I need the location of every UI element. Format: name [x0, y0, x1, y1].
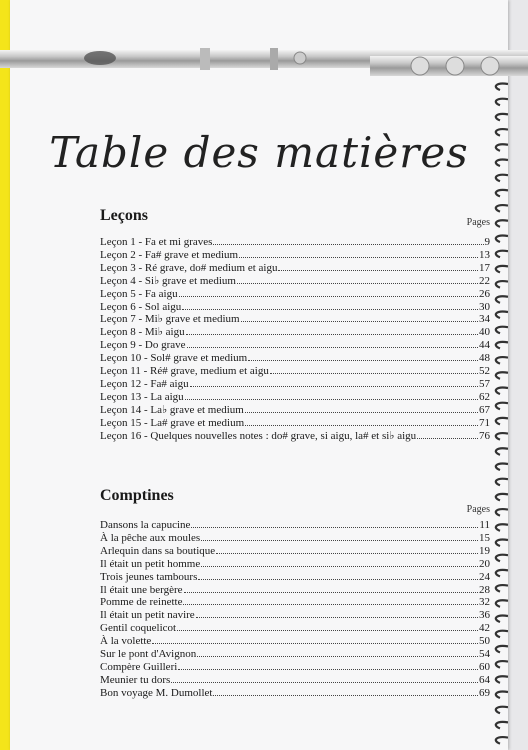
toc-entry-page: 62	[479, 390, 490, 403]
spiral-ring	[496, 312, 508, 318]
toc-entry-title: Il était un petit homme	[100, 557, 201, 570]
leader-dots	[183, 604, 478, 605]
toc-entry-title: Leçon 4 - Si♭ grave et medium	[100, 274, 236, 287]
spiral-ring	[496, 631, 508, 637]
toc-entry-page: 54	[479, 648, 490, 661]
toc-entry	[100, 596, 490, 609]
toc-entry	[100, 365, 490, 378]
toc-entry-title: Leçon 12 - Fa# aigu	[100, 377, 189, 390]
toc-entry	[100, 519, 490, 532]
spiral-ring	[496, 99, 508, 105]
leader-dots	[197, 656, 478, 657]
toc-entry-page: 32	[479, 596, 490, 609]
toc-entry	[100, 430, 490, 443]
toc-entry	[100, 545, 490, 558]
lecons-list	[100, 236, 490, 443]
spiral-ring	[496, 220, 508, 226]
toc-entry	[100, 558, 490, 571]
toc-entry-title: Leçon 8 - Mi♭ aigu	[100, 326, 185, 339]
toc-entry	[100, 584, 490, 597]
spiral-ring	[496, 190, 508, 196]
toc-entry-title: Leçon 7 - Mi♭ grave et medium	[100, 313, 240, 326]
spiral-ring	[496, 418, 508, 424]
toc-entry	[100, 352, 490, 365]
spiral-ring	[496, 661, 508, 667]
toc-entry-page: 64	[479, 673, 490, 686]
spiral-ring	[496, 464, 508, 470]
leader-dots	[152, 643, 478, 644]
toc-entry-title: Il était un petit navire	[100, 609, 195, 622]
page-title: Table des matières	[49, 128, 469, 177]
toc-entry-page: 42	[479, 622, 490, 635]
toc-entry-title: Leçon 10 - Sol# grave et medium	[100, 352, 248, 365]
spiral-ring	[496, 236, 508, 242]
toc-entry-page: 24	[479, 570, 490, 583]
leader-dots	[417, 438, 478, 439]
toc-entry-title: Leçon 3 - Ré grave, do# medium et aigu	[100, 261, 278, 274]
spiral-ring	[496, 205, 508, 211]
toc-entry-title: Gentil coquelicot	[100, 622, 177, 635]
leader-dots	[198, 579, 478, 580]
spiral-ring	[496, 509, 508, 515]
pages-label: Pages	[466, 504, 490, 515]
lecons-section	[100, 207, 490, 443]
toc-entry-page: 28	[479, 583, 490, 596]
flute-image	[0, 36, 528, 96]
comptines-heading: Comptines	[100, 487, 174, 504]
comptines-section	[100, 487, 490, 700]
spiral-ring	[496, 296, 508, 302]
spiral-ring	[496, 114, 508, 120]
toc-entry-title: Meunier tu dors	[100, 673, 171, 686]
leader-dots	[213, 695, 478, 696]
toc-entry-page: 19	[479, 544, 490, 557]
leader-dots	[171, 682, 478, 683]
spiral-ring	[496, 646, 508, 652]
toc-entry	[100, 378, 490, 391]
leader-dots	[245, 412, 478, 413]
spiral-ring	[496, 524, 508, 530]
toc-entry-title: Pomme de reinette	[100, 596, 183, 609]
leader-dots	[201, 566, 478, 567]
toc-entry-page: 40	[479, 326, 490, 339]
spiral-ring	[496, 570, 508, 576]
spiral-ring	[496, 403, 508, 409]
toc-entry-page: 36	[479, 609, 490, 622]
toc-entry-page: 20	[479, 557, 490, 570]
toc-entry	[100, 417, 490, 430]
leader-dots	[237, 283, 478, 284]
book-page	[10, 0, 508, 750]
toc-entry	[100, 326, 490, 339]
toc-entry	[100, 391, 490, 404]
toc-entry-page: 50	[479, 635, 490, 648]
toc-entry-title: Arlequin dans sa boutique	[100, 544, 216, 557]
leader-dots	[241, 321, 478, 322]
spiral-ring	[496, 281, 508, 287]
toc-entry-page: 30	[479, 300, 490, 313]
leader-dots	[245, 425, 478, 426]
leader-dots	[213, 244, 483, 245]
toc-entry	[100, 635, 490, 648]
spiral-ring	[496, 342, 508, 348]
spiral-ring	[496, 616, 508, 622]
toc-entry-title: À la pêche aux moules	[100, 531, 201, 544]
toc-entry-page: 48	[479, 352, 490, 365]
toc-entry	[100, 275, 490, 288]
toc-entry-title: Bon voyage M. Dumollet	[100, 686, 213, 699]
spiral-ring	[496, 388, 508, 394]
spiral-ring	[496, 600, 508, 606]
toc-entry-title: Leçon 11 - Ré# grave, medium et aigu	[100, 365, 269, 378]
leader-dots	[179, 296, 478, 297]
leader-dots	[186, 334, 478, 335]
pages-label: Pages	[466, 217, 490, 228]
spiral-ring	[496, 479, 508, 485]
toc-entry	[100, 571, 490, 584]
toc-entry	[100, 249, 490, 262]
toc-entry	[100, 288, 490, 301]
spiral-ring	[496, 555, 508, 561]
spiral-ring	[496, 585, 508, 591]
spiral-ring	[496, 540, 508, 546]
leader-dots	[185, 399, 478, 400]
toc-entry-page: 67	[479, 403, 490, 416]
spiral-ring	[496, 707, 508, 713]
leader-dots	[196, 617, 478, 618]
toc-entry-page: 76	[479, 429, 490, 442]
leader-dots	[201, 540, 478, 541]
toc-entry-page: 34	[479, 313, 490, 326]
toc-entry	[100, 313, 490, 326]
toc-entry	[100, 687, 490, 700]
toc-entry-page: 13	[479, 248, 490, 261]
spiral-ring	[496, 433, 508, 439]
toc-entry-title: Leçon 5 - Fa aigu	[100, 287, 178, 300]
toc-entry	[100, 661, 490, 674]
toc-entry-title: Compère Guilleri	[100, 660, 178, 673]
toc-entry-title: Leçon 13 - La aigu	[100, 390, 184, 403]
leader-dots	[177, 630, 478, 631]
toc-entry	[100, 301, 490, 314]
leader-dots	[278, 270, 478, 271]
toc-entry-page: 11	[479, 519, 490, 531]
toc-entry-page: 9	[484, 236, 490, 248]
spiral-ring	[496, 494, 508, 500]
toc-entry-page: 44	[479, 339, 490, 352]
spiral-ring	[496, 327, 508, 333]
toc-entry	[100, 648, 490, 661]
spiral-ring	[496, 372, 508, 378]
toc-entry	[100, 622, 490, 635]
toc-entry-title: Leçon 6 - Sol aigu	[100, 300, 182, 313]
spiral-ring	[496, 357, 508, 363]
toc-entry-title: Sur le pont d'Avignon	[100, 648, 197, 661]
leader-dots	[270, 373, 478, 374]
spiral-ring	[496, 676, 508, 682]
toc-entry-title: Leçon 2 - Fa# grave et medium	[100, 248, 239, 261]
toc-entry	[100, 339, 490, 352]
toc-entry-title: Leçon 9 - Do grave	[100, 339, 186, 352]
toc-entry	[100, 262, 490, 275]
toc-entry-page: 26	[479, 287, 490, 300]
toc-entry-page: 60	[479, 660, 490, 673]
leader-dots	[239, 257, 478, 258]
toc-entry-page: 69	[479, 686, 490, 699]
leader-dots	[187, 347, 478, 348]
toc-entry	[100, 236, 490, 249]
lecons-heading: Leçons	[100, 207, 148, 224]
comptines-list	[100, 519, 490, 700]
spiral-ring	[496, 251, 508, 257]
toc-entry	[100, 674, 490, 687]
toc-entry-page: 71	[479, 416, 490, 429]
leader-dots	[178, 669, 478, 670]
leader-dots	[190, 386, 478, 387]
leader-dots	[184, 592, 478, 593]
toc-entry-title: Leçon 15 - La# grave et medium	[100, 416, 245, 429]
toc-entry-page: 15	[479, 531, 490, 544]
spiral-ring	[496, 84, 508, 90]
toc-entry-page: 17	[479, 261, 490, 274]
toc-entry-page: 57	[479, 377, 490, 390]
spiral-ring	[496, 448, 508, 454]
toc-entry	[100, 532, 490, 545]
leader-dots	[216, 553, 478, 554]
toc-entry-title: Leçon 1 - Fa et mi graves	[100, 236, 213, 248]
toc-entry-title: Trois jeunes tambours	[100, 570, 198, 583]
leader-dots	[191, 527, 478, 528]
spiral-ring	[496, 266, 508, 272]
toc-entry-title: Il était une bergère	[100, 583, 183, 596]
toc-entry-title: Leçon 14 - La♭ grave et medium	[100, 403, 244, 416]
spiral-ring	[496, 692, 508, 698]
toc-entry-title: Leçon 16 - Quelques nouvelles notes : do# grave, si aigu, la# et si♭ aigu	[100, 429, 417, 442]
toc-entry	[100, 404, 490, 417]
toc-entry-title: Dansons la capucine	[100, 519, 191, 531]
leader-dots	[248, 360, 478, 361]
leader-dots	[182, 309, 478, 310]
spiral-ring	[496, 737, 508, 743]
toc-entry	[100, 609, 490, 622]
toc-entry-page: 22	[479, 274, 490, 287]
spiral-ring	[496, 722, 508, 728]
toc-entry-page: 52	[479, 365, 490, 378]
toc-entry-title: À la volette	[100, 635, 152, 648]
